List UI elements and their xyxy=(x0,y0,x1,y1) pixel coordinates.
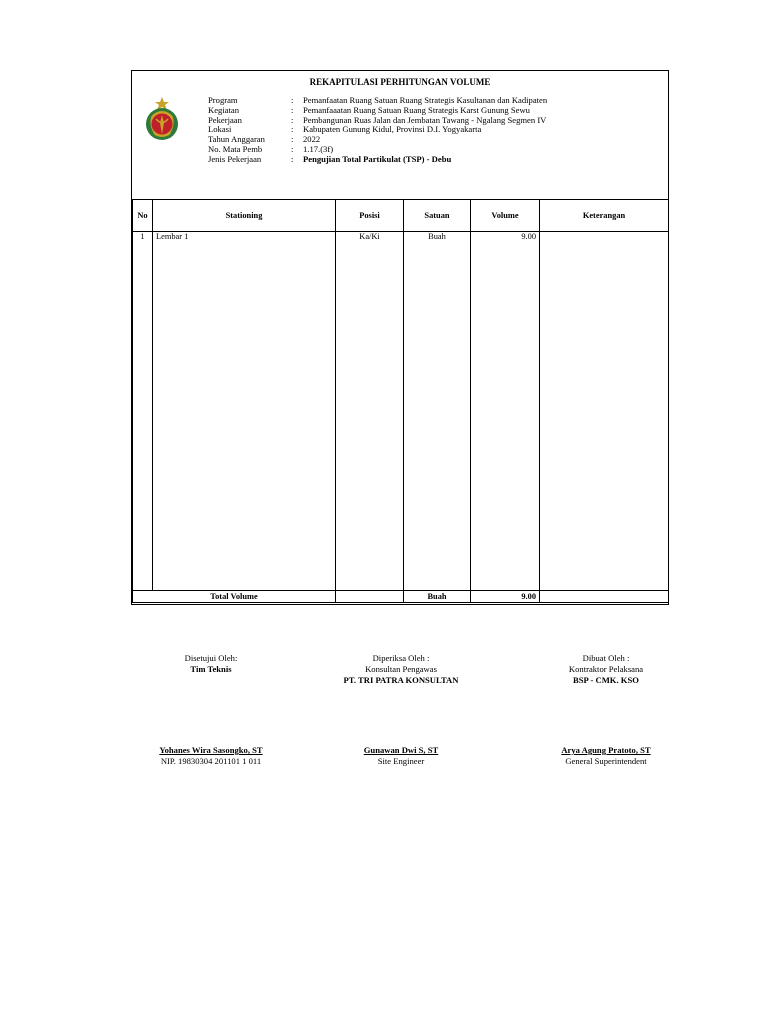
cell-no: 1 xyxy=(133,232,153,591)
info-row-jenis-pekerjaan: Jenis Pekerjaan : Pengujian Total Partikulat (TSP) - Debu xyxy=(208,153,452,164)
info-row-mata-pemb: No. Mata Pemb : 1.17.(3f) xyxy=(208,143,334,154)
header-no: No xyxy=(133,200,153,232)
project-info xyxy=(208,96,547,165)
signature-approved: Disetujui Oleh: Tim Teknis xyxy=(184,653,238,674)
info-row-tahun-anggaran: Tahun Anggaran : 2022 xyxy=(208,134,321,145)
cell-keterangan xyxy=(540,232,669,591)
header-stationing: Stationing xyxy=(153,200,336,232)
cell-stationing: Lembar 1 xyxy=(153,232,336,591)
signatory-left: Yohanes Wira Sasongko, ST NIP. 19830304 201101 1 011 xyxy=(159,745,263,766)
info-row-program: Program : Pemanfaatan Ruang Satuan Ruang Strategis Kasultanan dan Kadipaten xyxy=(208,95,548,105)
signature-made: Dibuat Oleh : Kontraktor Pelaksana BSP - CMK. KSO xyxy=(568,653,644,685)
signatory-center: Gunawan Dwi S, ST Site Engineer xyxy=(363,745,439,766)
table-row xyxy=(133,232,669,591)
header-volume: Volume xyxy=(471,200,540,232)
total-row xyxy=(133,591,669,603)
document-sheet xyxy=(131,70,669,605)
volume-table xyxy=(132,199,669,603)
info-row-pekerjaan: Pekerjaan : Pembangunan Ruas Jalan dan Jembatan Tawang - Ngalang Segmen IV xyxy=(208,114,547,125)
cell-satuan: Buah xyxy=(404,232,471,591)
cell-volume: 9.00 xyxy=(471,232,540,591)
header-keterangan: Keterangan xyxy=(540,200,669,232)
cell-posisi: Ka/Ki xyxy=(336,232,404,591)
table-header-row xyxy=(133,200,669,232)
total-satuan: Buah xyxy=(404,591,471,603)
document-title: REKAPITULASI PERHITUNGAN VOLUME xyxy=(309,77,491,87)
total-posisi xyxy=(336,591,404,603)
emblem-logo-icon xyxy=(139,96,185,142)
info-row-lokasi: Lokasi : Kabupaten Gunung Kidul, Provinsi D.I. Yogyakarta xyxy=(208,124,482,135)
total-keterangan xyxy=(540,591,669,603)
signatory-right: Arya Agung Pratoto, ST General Superintendent xyxy=(561,745,651,766)
signature-checked: Diperiksa Oleh : Konsultan Pengawas PT. TRI PATRA KONSULTAN xyxy=(343,653,459,685)
header-satuan: Satuan xyxy=(404,200,471,232)
header-posisi: Posisi xyxy=(336,200,404,232)
total-volume: 9.00 xyxy=(471,591,540,603)
total-label: Total Volume xyxy=(133,591,336,603)
info-row-kegiatan: Kegiatan : Pemanfaaatan Ruang Satuan Ruang Strategis Karst Gunung Sewu xyxy=(208,104,530,115)
